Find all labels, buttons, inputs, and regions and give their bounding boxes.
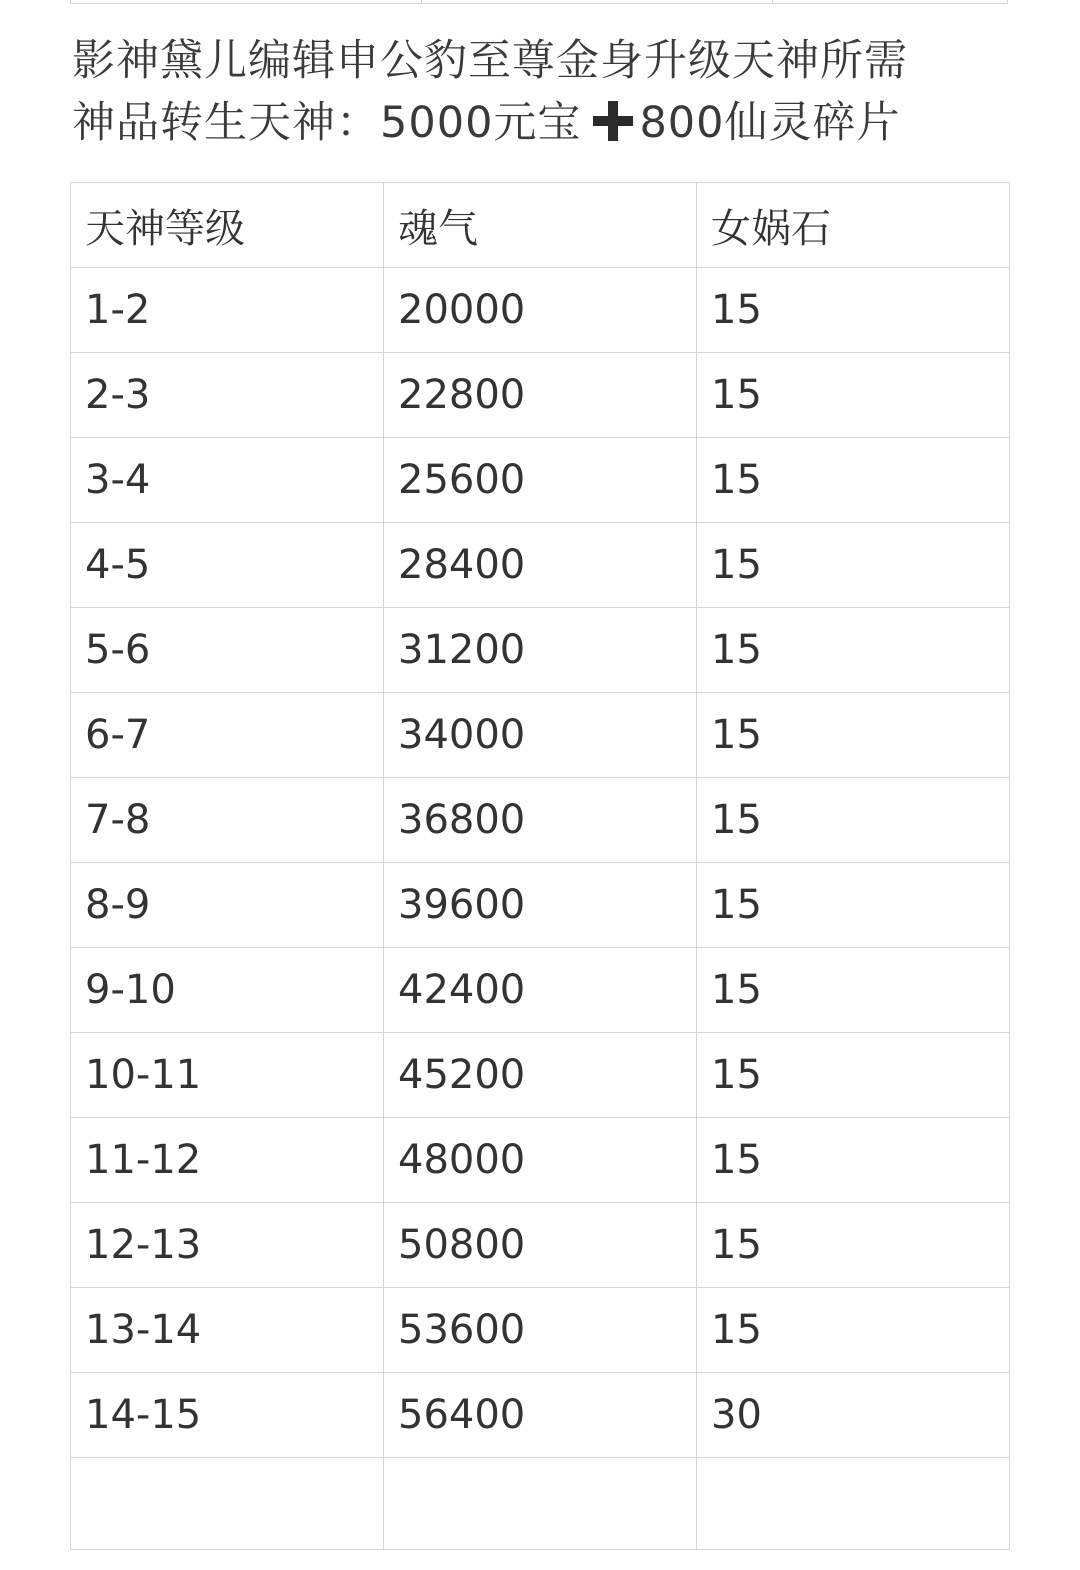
cell-soul-qi: 53600: [384, 1288, 697, 1373]
header-soul-qi: 魂气: [384, 183, 697, 268]
cell-nuwa-stone: 15: [697, 523, 1010, 608]
cell-soul-qi: 56400: [384, 1373, 697, 1458]
header-level: 天神等级: [71, 183, 384, 268]
plus-icon: [593, 101, 633, 141]
cell-soul-qi: 45200: [384, 1033, 697, 1118]
cell-nuwa-stone: 15: [697, 1033, 1010, 1118]
table-row: [71, 693, 1010, 778]
table-body: [71, 268, 1010, 1550]
cell-soul-qi: 25600: [384, 438, 697, 523]
cell-level: 11-12: [71, 1118, 384, 1203]
cell-level: 1-2: [71, 268, 384, 353]
cell-soul-qi: 34000: [384, 693, 697, 778]
table-row: [71, 1118, 1010, 1203]
upgrade-table: [70, 182, 1010, 1550]
header-nuwa-stone: 女娲石: [697, 183, 1010, 268]
table-row: [71, 1033, 1010, 1118]
table-row: [71, 438, 1010, 523]
table-row: [71, 1288, 1010, 1373]
cell-level: 13-14: [71, 1288, 384, 1373]
table-row: [71, 268, 1010, 353]
table-row: [71, 948, 1010, 1033]
heading: [72, 30, 1032, 154]
cell-soul-qi: 28400: [384, 523, 697, 608]
requirement-shards: 800仙灵碎片: [639, 98, 901, 148]
cell-nuwa-stone: 15: [697, 693, 1010, 778]
cell-level: 10-11: [71, 1033, 384, 1118]
cell-soul-qi: 36800: [384, 778, 697, 863]
cell-level: 6-7: [71, 693, 384, 778]
cell-nuwa-stone: 15: [697, 778, 1010, 863]
table-row: [71, 1373, 1010, 1458]
table-row: [71, 608, 1010, 693]
table-row: [71, 1203, 1010, 1288]
cell-soul-qi: 39600: [384, 863, 697, 948]
cell-level: 7-8: [71, 778, 384, 863]
cell-level: 5-6: [71, 608, 384, 693]
cell-nuwa-stone: 15: [697, 948, 1010, 1033]
heading-requirement: [72, 92, 1032, 154]
cell-empty: [697, 1458, 1010, 1550]
cell-empty: [71, 1458, 384, 1550]
table-row: [71, 353, 1010, 438]
cell-empty: [384, 1458, 697, 1550]
cell-level: 8-9: [71, 863, 384, 948]
column-divider: [772, 0, 773, 4]
table-header-row: [71, 183, 1010, 268]
table-row-empty: [71, 1458, 1010, 1550]
table-row: [71, 778, 1010, 863]
cell-soul-qi: 48000: [384, 1118, 697, 1203]
table-row: [71, 523, 1010, 608]
column-divider: [421, 0, 422, 4]
cell-soul-qi: 50800: [384, 1203, 697, 1288]
previous-table-remnant: [70, 0, 1008, 4]
requirement-cost: 神品转生天神：5000元宝: [72, 98, 582, 148]
heading-title: 影神黛儿编辑申公豹至尊金身升级天神所需: [72, 36, 908, 86]
cell-soul-qi: 42400: [384, 948, 697, 1033]
cell-nuwa-stone: 30: [697, 1373, 1010, 1458]
cell-nuwa-stone: 15: [697, 268, 1010, 353]
cell-nuwa-stone: 15: [697, 438, 1010, 523]
cell-soul-qi: 31200: [384, 608, 697, 693]
cell-nuwa-stone: 15: [697, 1118, 1010, 1203]
cell-nuwa-stone: 15: [697, 1203, 1010, 1288]
cell-level: 9-10: [71, 948, 384, 1033]
cell-soul-qi: 20000: [384, 268, 697, 353]
cell-soul-qi: 22800: [384, 353, 697, 438]
table-row: [71, 863, 1010, 948]
cell-nuwa-stone: 15: [697, 1288, 1010, 1373]
cell-level: 4-5: [71, 523, 384, 608]
cell-nuwa-stone: 15: [697, 863, 1010, 948]
cell-nuwa-stone: 15: [697, 608, 1010, 693]
cell-nuwa-stone: 15: [697, 353, 1010, 438]
cell-level: 3-4: [71, 438, 384, 523]
cell-level: 12-13: [71, 1203, 384, 1288]
cell-level: 14-15: [71, 1373, 384, 1458]
cell-level: 2-3: [71, 353, 384, 438]
